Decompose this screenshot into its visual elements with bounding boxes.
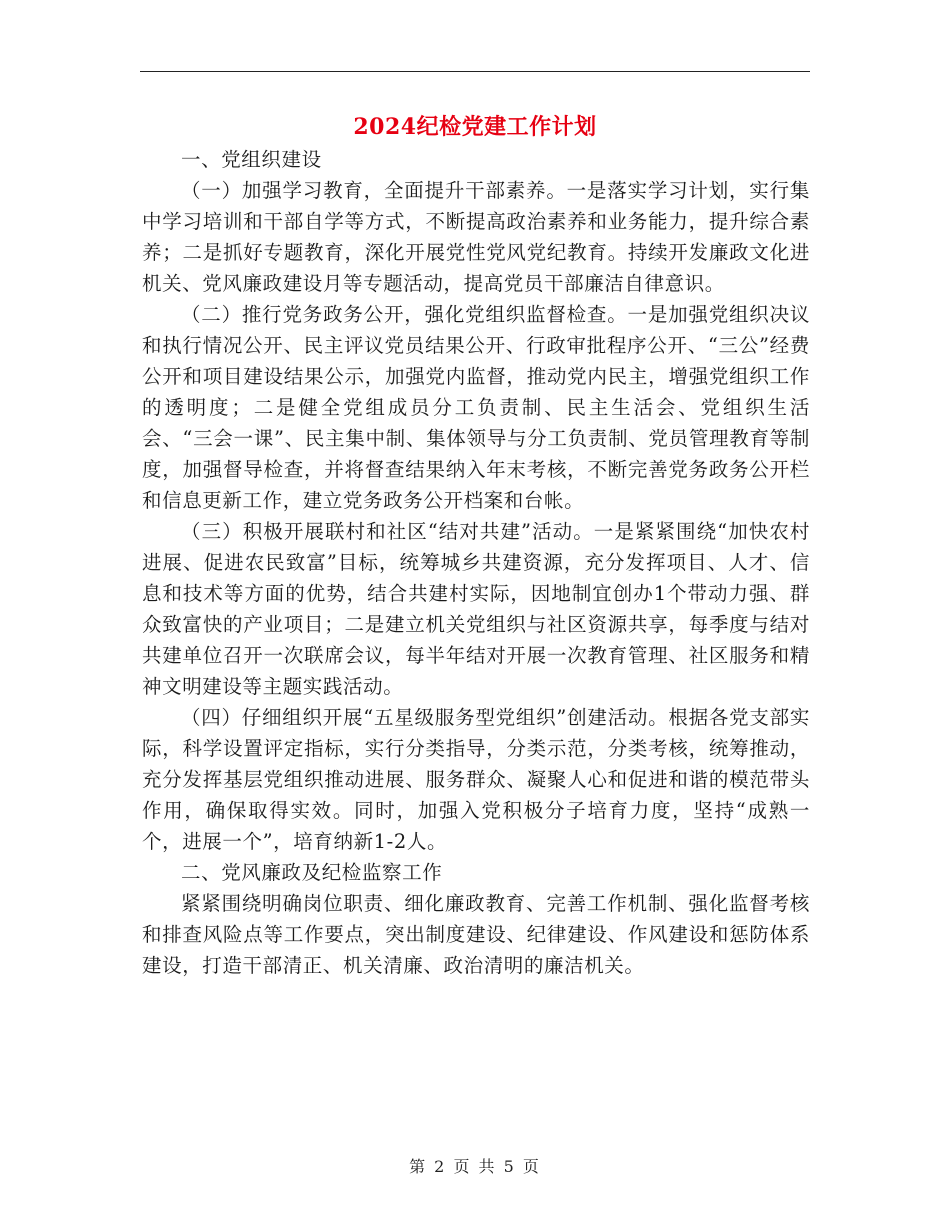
paragraph: 紧紧围绕明确岗位职责、细化廉政教育、完善工作机制、强化监督考核和排查风险点等工作要点，突出制度建设、纪律建设、作风建设和惩防体系建设，打造干部清正、机关清廉、政治清明的廉洁机关。 — [142, 892, 810, 977]
document-body — [142, 144, 810, 981]
paragraph: （三）积极开展联村和社区“结对共建”活动。一是紧紧围绕“加快农村进展、促进农民致富”目标，统筹城乡共建资源，充分发挥项目、人才、信息和技术等方面的优势，结合共建村实际，因地制宜创办1个带动力强、群众致富快的产业项目；二是建立机关党组织与社区资源共享，每季度与结对共建单位召开一次联席会议，每半年结对开展一次教育管理、社区服务和精神文明建设等主题实践活动。 — [142, 520, 810, 698]
paragraph: （一）加强学习教育，全面提升干部素养。一是落实学习计划，实行集中学习培训和干部自学等方式，不断提高政治素养和业务能力，提升综合素养；二是抓好专题教育，深化开展党性党风党纪教育。持续开发廉政文化进机关、党风廉政建设月等专题活动，提高党员干部廉洁自律意识。 — [142, 179, 810, 295]
header-rule — [140, 71, 810, 72]
section-heading: 一、党组织建设 — [181, 148, 322, 171]
paragraph: （四）仔细组织开展“五星级服务型党组织”创建活动。根据各党支部实际，科学设置评定指标，实行分类指导，分类示范，分类考核，统筹推动，充分发挥基层党组织推动进展、服务群众、凝聚人心和促进和谐的模范带头作用，确保取得实效。同时，加强入党积极分子培育力度，坚持“成熟一个，进展一个”，培育纳新1-2人。 — [142, 706, 810, 853]
document-title: 2024纪检党建工作计划 — [353, 114, 597, 140]
page-footer: 第 2 页 共 5 页 — [409, 1157, 541, 1176]
section-heading: 二、党风廉政及纪检监察工作 — [181, 861, 443, 884]
paragraph: （二）推行党务政务公开，强化党组织监督检查。一是加强党组织决议和执行情况公开、民主评议党员结果公开、行政审批程序公开、“三公”经费公开和项目建设结果公示，加强党内监督，推动党内民主，增强党组织工作的透明度；二是健全党组成员分工负责制、民主生活会、党组织生活会、“三会一课”、民主集中制、集体领导与分工负责制、党员管理教育等制度，加强督导检查，并将督查结果纳入年末考核，不断完善党务政务公开栏和信息更新工作，建立党务政务公开档案和台帐。 — [142, 303, 810, 512]
